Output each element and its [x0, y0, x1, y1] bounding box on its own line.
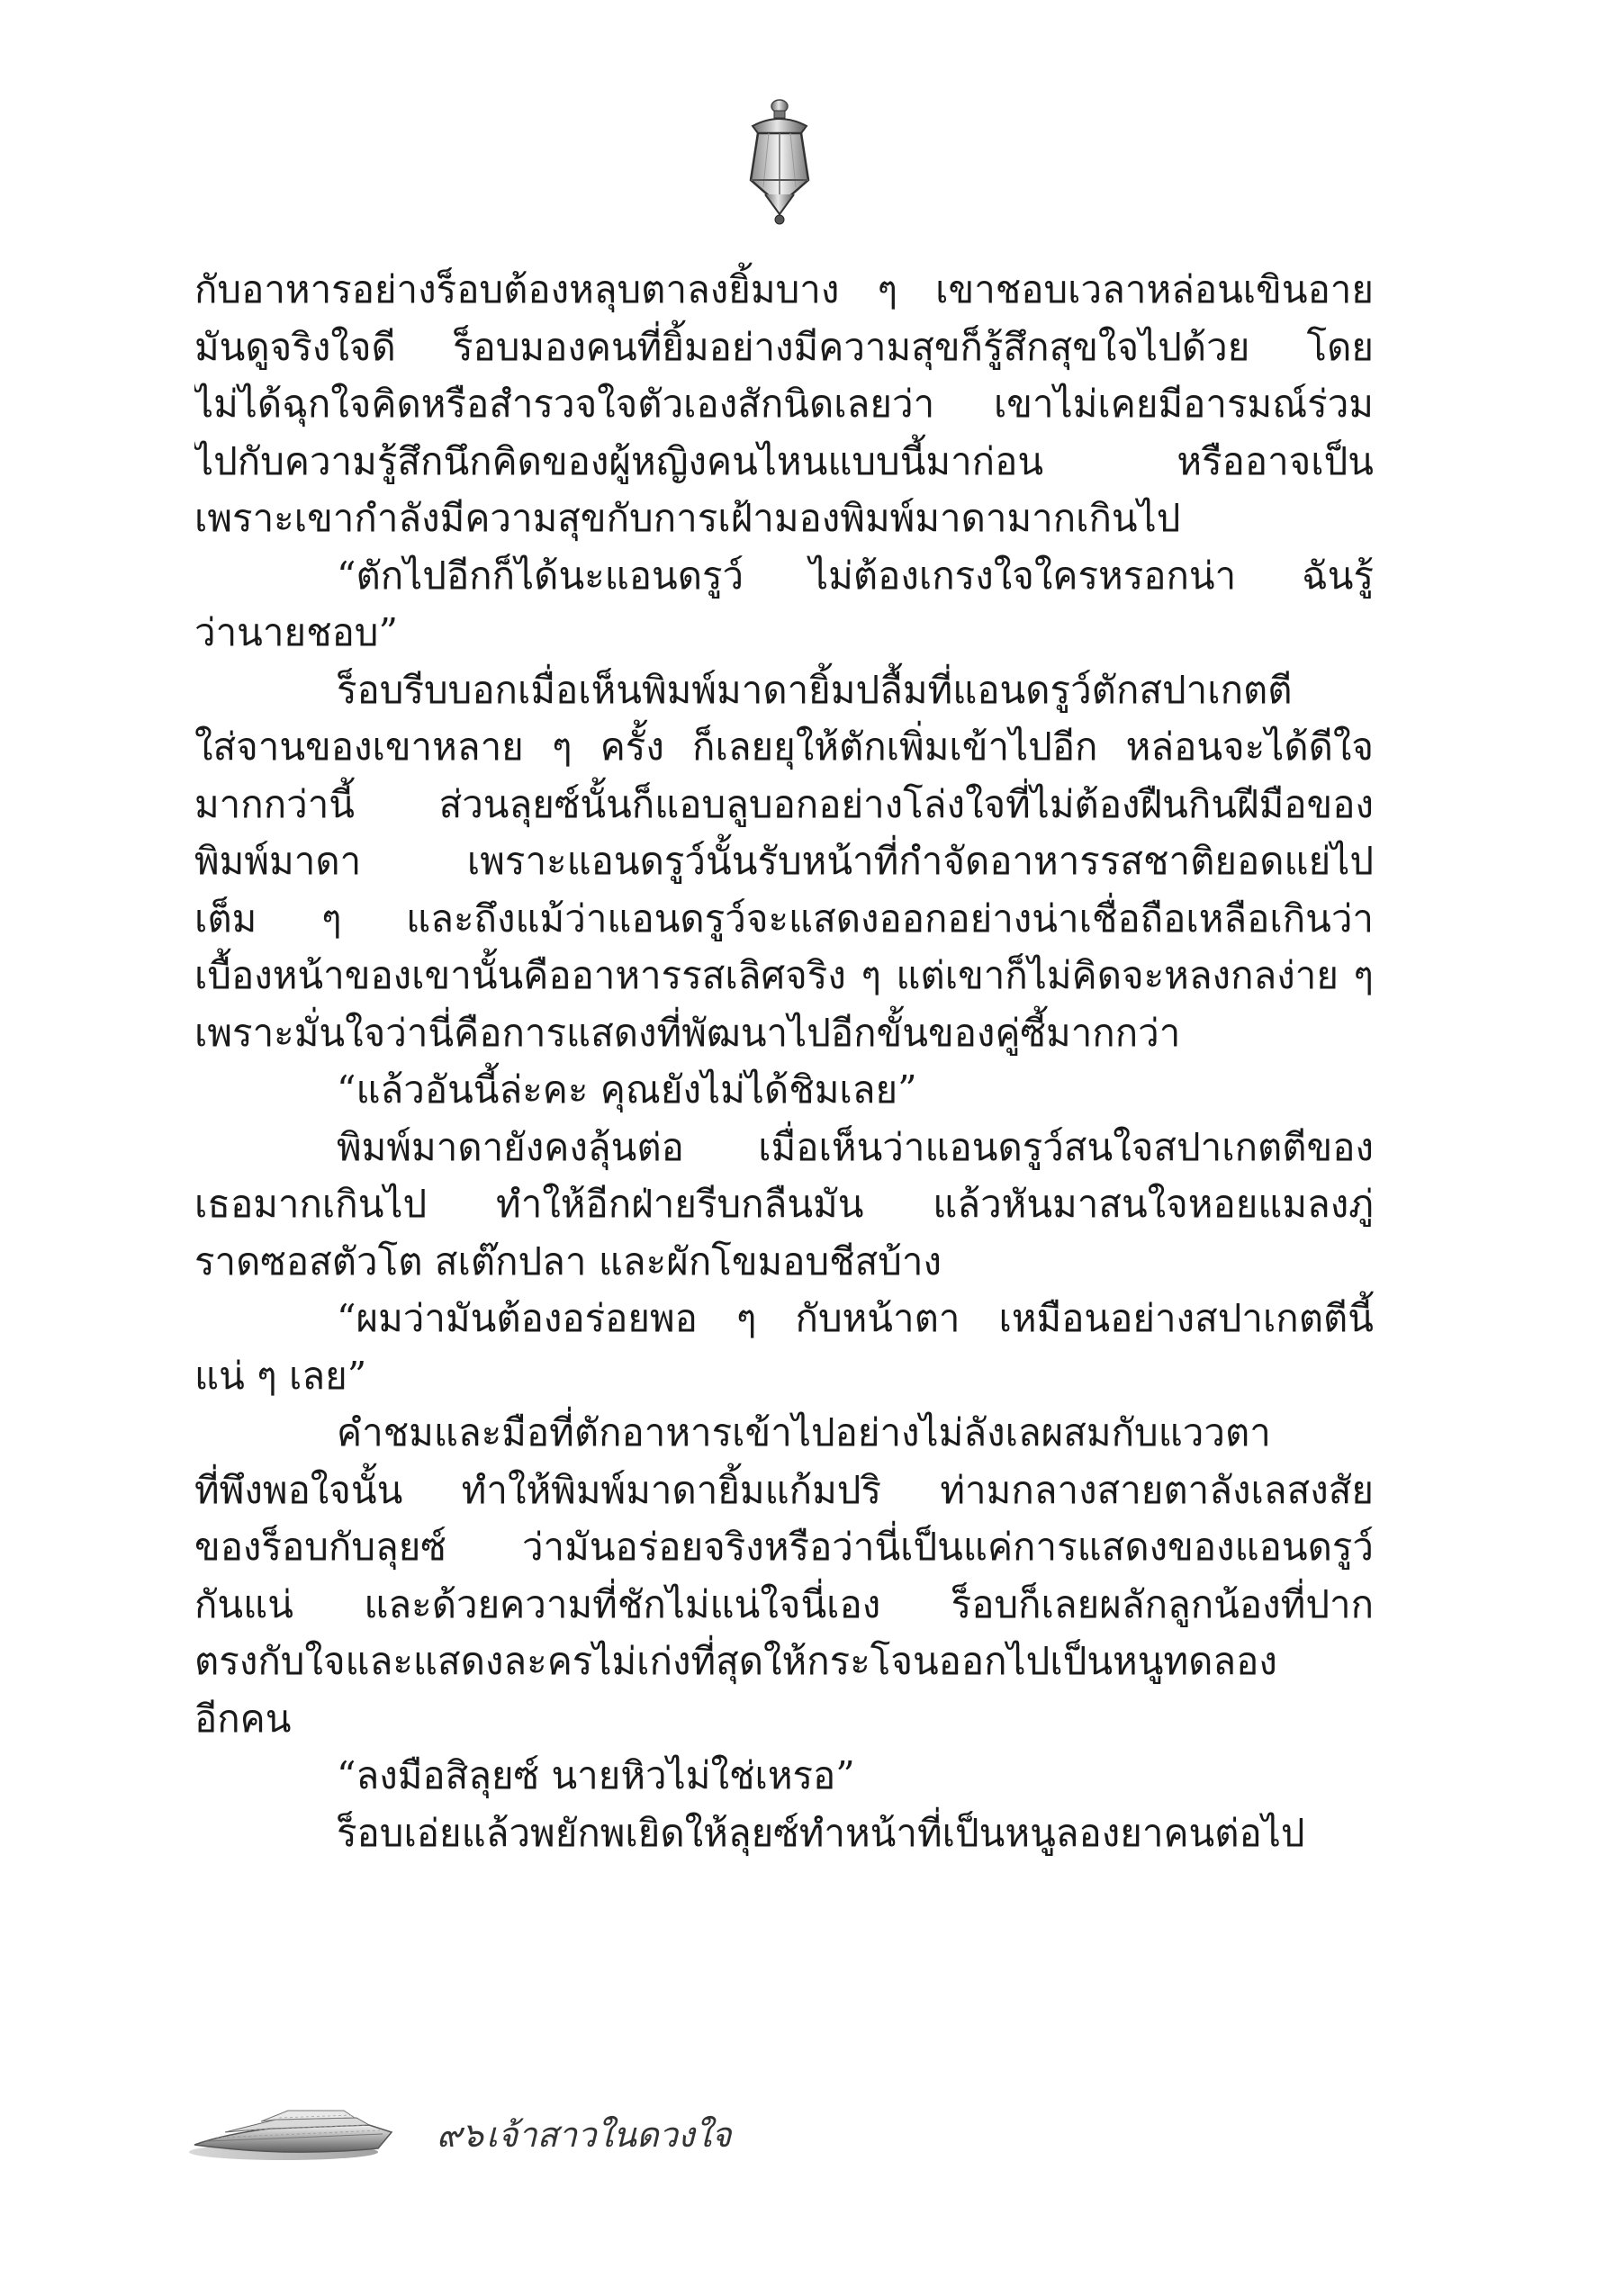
text-line: ไปกับความรู้สึกนึกคิดของผู้หญิงคนไหนแบบนี้มาก่อน หรืออาจเป็น	[194, 438, 1374, 483]
text-line: เธอมากเกินไป ทำให้อีกฝ่ายรีบกลืนมัน แล้วหันมาสนใจหอยแมลงภู่	[194, 1182, 1374, 1226]
text-line: แน่ ๆ เลย”	[194, 1353, 367, 1398]
text-line: เบื้องหน้าของเขานั้นคืออาหารรสเลิศจริง ๆ แต่เขาก็ไม่คิดจะหลงกลง่าย ๆ	[194, 953, 1374, 997]
text-line: มากกว่านี้ ส่วนลุยซ์นั้นก็แอบลูบอกอย่างโล่งใจที่ไม่ต้องฝืนกินฝีมือของ	[194, 781, 1374, 826]
paragraph	[194, 1290, 1374, 1404]
text-line: พิมพ์มาดา เพราะแอนดรูว์นั้นรับหน้าที่กำจัดอาหารรสชาติยอดแย่ไป	[194, 839, 1374, 883]
text-line: เพราะมั่นใจว่านี่คือการแสดงที่พัฒนาไปอีกขั้นของคู่ซี้มากกว่า	[194, 1010, 1181, 1055]
text-line: ตรงกับใจและแสดงละครไม่เก่งที่สุดให้กระโจนออกไปเป็นหนูทดลอง	[194, 1639, 1277, 1683]
text-line: ใส่จานของเขาหลาย ๆ ครั้ง ก็เลยยุให้ตักเพิ่มเข้าไปอีก หล่อนจะได้ดีใจ	[194, 725, 1374, 769]
text-line: ไม่ได้ฉุกใจคิดหรือสำรวจใจตัวเองสักนิดเลยว่า เขาไม่เคยมีอารมณ์ร่วม	[194, 382, 1374, 426]
text-line: ร็อบรีบบอกเมื่อเห็นพิมพ์มาดายิ้มปลื้มที่แอนดรูว์ตักสปาเกตตี	[337, 667, 1293, 712]
body-text	[194, 261, 1374, 1861]
text-line: อีกคน	[194, 1696, 292, 1741]
text-line: เพราะเขากำลังมีความสุขกับการเฝ้ามองพิมพ์มาดามากเกินไป	[194, 496, 1181, 540]
paragraph	[194, 261, 1374, 547]
text-line: ว่านายชอบ”	[194, 610, 398, 654]
lantern-ornament	[738, 97, 821, 232]
text-line: เต็ม ๆ และถึงแม้ว่าแอนดรูว์จะแสดงออกอย่างน่าเชื่อถือเหลือเกินว่า	[194, 896, 1374, 941]
paragraph	[194, 1747, 1374, 1805]
text-line: ของร็อบกับลุยซ์ ว่ามันอร่อยจริงหรือว่านี่เป็นแค่การแสดงของแอนดรูว์	[194, 1525, 1374, 1569]
text-line: คำชมและมือที่ตักอาหารเข้าไปอย่างไม่ลังเลผสมกับแววตา	[337, 1410, 1271, 1454]
text-line: ที่พึงพอใจนั้น ทำให้พิมพ์มาดายิ้มแก้มปริ ท่ามกลางสายตาลังเลสงสัย	[194, 1467, 1374, 1512]
book-title: เจ้าสาวในดวงใจ	[486, 2115, 732, 2155]
text-line: กับอาหารอย่างร็อบต้องหลุบตาลงยิ้มบาง ๆ เขาชอบเวลาหล่อนเขินอาย	[194, 267, 1374, 311]
paragraph	[194, 1404, 1374, 1747]
text-line: ราดซอสตัวโต สเต๊กปลา และผักโขมอบชีสบ้าง	[194, 1238, 942, 1283]
ship-ornament	[189, 2093, 405, 2165]
text-line: กันแน่ และด้วยความที่ชักไม่แน่ใจนี่เอง ร็อบก็เลยผลักลูกน้องที่ปาก	[194, 1581, 1374, 1626]
page-footer	[189, 2093, 999, 2165]
cruise-ship-icon	[189, 2093, 405, 2165]
paragraph	[194, 1061, 1374, 1119]
text-line: ร็อบเอ่ยแล้วพยักพเยิดให้ลุยซ์ทำหน้าที่เป็นหนูลองยาคนต่อไป	[337, 1810, 1305, 1855]
text-line: “แล้วอันนี้ล่ะคะ คุณยังไม่ได้ชิมเลย”	[337, 1067, 917, 1112]
text-line: พิมพ์มาดายังคงลุ้นต่อ เมื่อเห็นว่าแอนดรูว์สนใจสปาเกตตีของ	[337, 1124, 1374, 1169]
page-number: ๙๖	[437, 2115, 483, 2155]
lantern-icon	[738, 97, 821, 232]
text-line: มันดูจริงใจดี ร็อบมองคนที่ยิ้มอย่างมีความสุขก็รู้สึกสุขใจไปด้วย โดย	[194, 324, 1374, 369]
text-line: “ลงมือสิลุยซ์ นายหิวไม่ใช่เหรอ”	[337, 1753, 855, 1797]
paragraph	[194, 547, 1374, 662]
paragraph	[194, 662, 1374, 1062]
text-line: “ตักไปอีกก็ได้นะแอนดรูว์ ไม่ต้องเกรงใจใครหรอกน่า ฉันรู้	[337, 553, 1374, 598]
text-line: “ผมว่ามันต้องอร่อยพอ ๆ กับหน้าตา เหมือนอย่างสปาเกตตีนี้	[337, 1296, 1374, 1340]
paragraph	[194, 1119, 1374, 1291]
paragraph	[194, 1805, 1374, 1862]
